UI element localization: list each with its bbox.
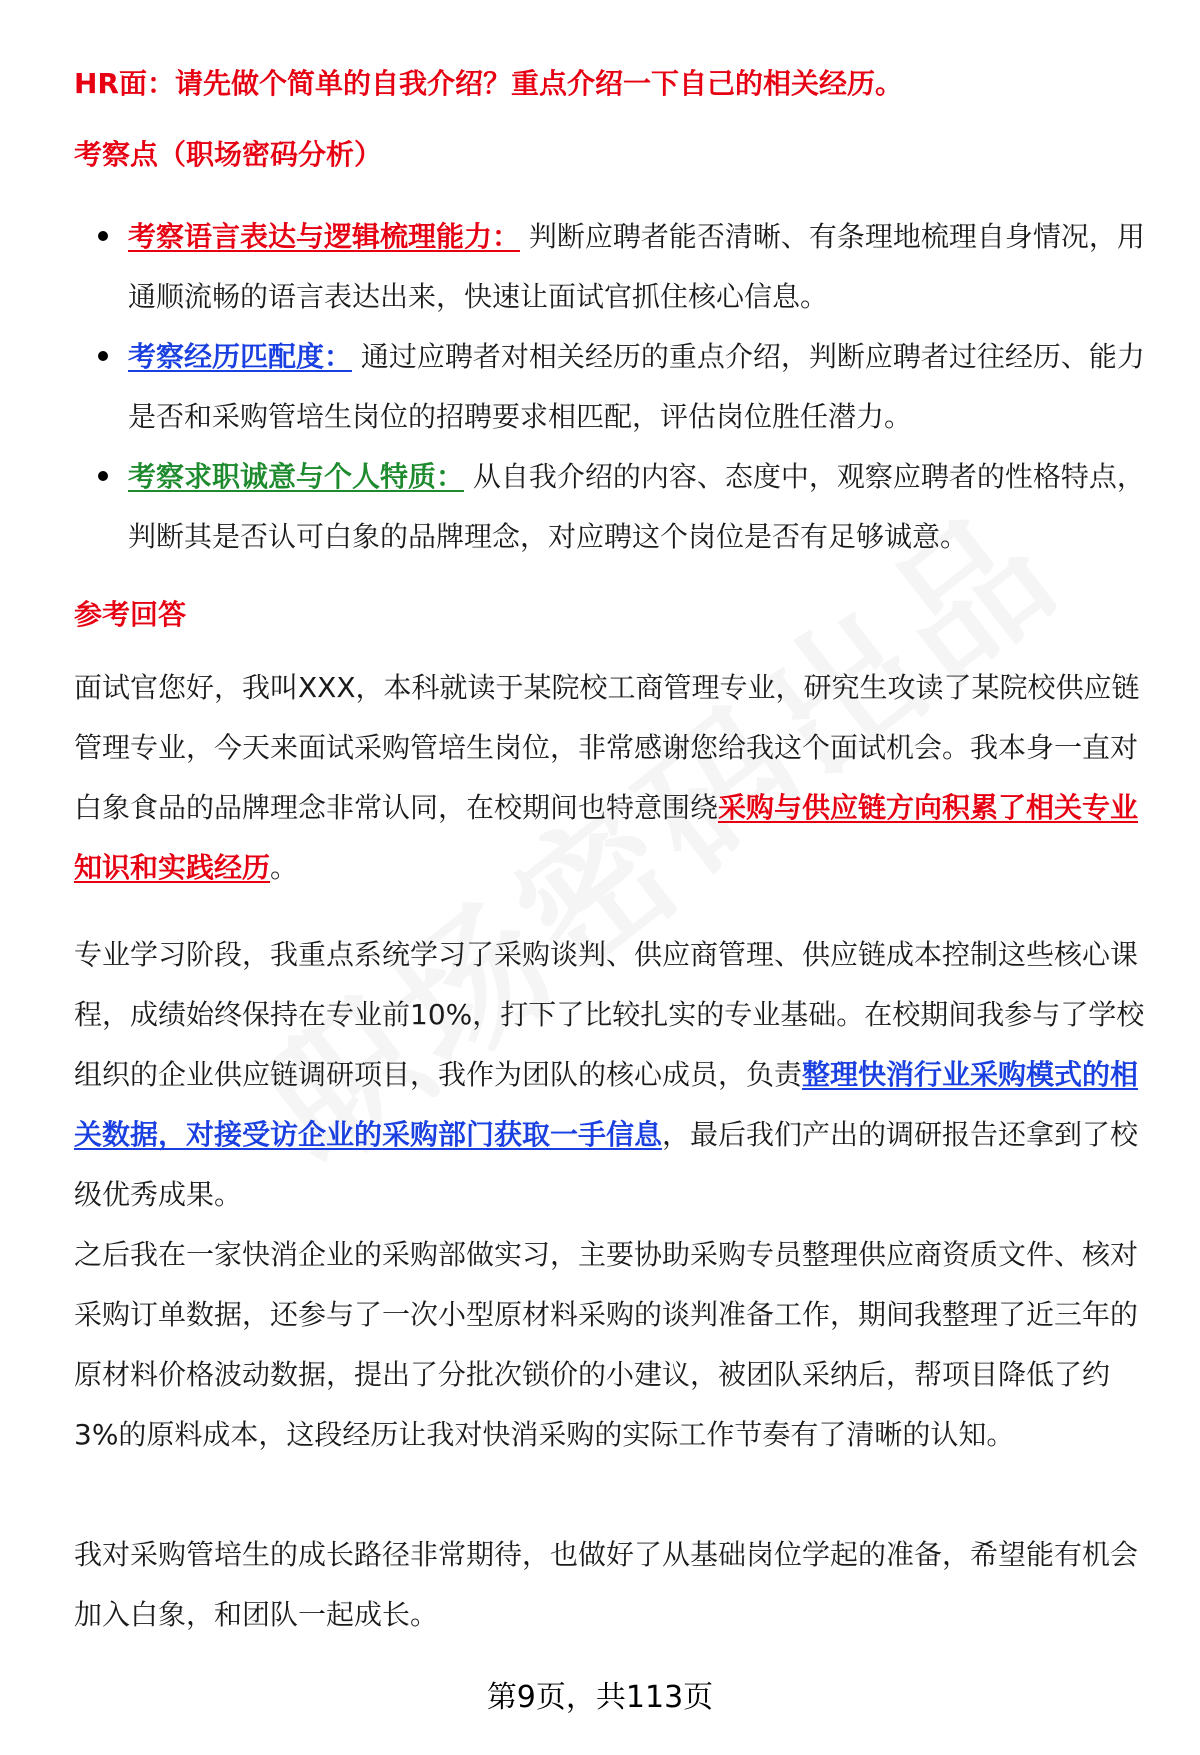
bullet-icon — [98, 471, 108, 481]
point-text: 从自我介绍的内容、态度中，观察应聘者的性格特点，判断其是否认可白象的品牌理念，对应聘这个岗位是否有足够诚意。 — [128, 460, 1145, 553]
assessment-points-list — [74, 207, 1154, 567]
answer-paragraph-1 — [74, 658, 1154, 898]
answer-paragraph-2 — [74, 925, 1154, 1225]
answer-paragraph-3: 之后我在一家快消企业的采购部做实习，主要协助采购专员整理供应商资质文件、核对采购订单数据，还参与了一次小型原材料采购的谈判准备工作，期间我整理了近三年的原材料价格波动数据，提出了分批次锁价的小建议，被团队采纳后，帮项目降低了约3%的原料成本，这段经历让我对快消采购的实际工作节奏有了清晰的认知。 — [74, 1238, 1139, 1451]
point-lead: 考察求职诚意与个人特质： — [128, 460, 465, 493]
list-item — [74, 207, 1154, 327]
point-text: 判断应聘者能否清晰、有条理地梳理自身情况，用通顺流畅的语言表达出来，快速让面试官抓住核心信息。 — [128, 220, 1145, 313]
question-heading: HR面：请先做个简单的自我介绍？重点介绍一下自己的相关经历。 — [74, 67, 903, 100]
point-lead: 考察经历匹配度： — [128, 340, 353, 373]
answer-text: ，最后我们产出的调研报告还拿到了校级优秀成果。 — [74, 1118, 1139, 1211]
bullet-icon — [98, 231, 108, 241]
answer-text: 面试官您好，我叫XXX，本科就读于某院校工商管理专业，研究生攻读了某院校供应链管理专业，今天来面试采购管培生岗位，非常感谢您给我这个面试机会。我本身一直对白象食品的品牌理念非常认同，在校期间也特意围绕 — [74, 671, 1140, 824]
list-item — [74, 327, 1154, 447]
answer-highlight: 采购与供应链方向积累了相关专业知识和实践经历 — [74, 791, 1139, 884]
point-lead: 考察语言表达与逻辑梳理能力： — [128, 220, 521, 253]
answer-text: 。 — [270, 851, 299, 884]
answer-paragraph-4: 我对采购管培生的成长路径非常期待，也做好了从基础岗位学起的准备，希望能有机会加入白象，和团队一起成长。 — [74, 1538, 1139, 1631]
section-title-assessment: 考察点（职场密码分析） — [74, 138, 383, 171]
page-number: 第9页，共113页 — [486, 1680, 714, 1715]
list-item — [74, 447, 1154, 567]
answer-text: 专业学习阶段，我重点系统学习了采购谈判、供应商管理、供应链成本控制这些核心课程，成绩始终保持在专业前10%，打下了比较扎实的专业基础。在校期间我参与了学校组织的企业供应链调研项目，我作为团队的核心成员，负责 — [74, 938, 1145, 1091]
bullet-icon — [98, 351, 108, 361]
point-text: 通过应聘者对相关经历的重点介绍，判断应聘者过往经历、能力是否和采购管培生岗位的招聘要求相匹配，评估岗位胜任潜力。 — [128, 340, 1145, 433]
section-title-answer: 参考回答 — [74, 598, 187, 631]
answer-highlight: 整理快消行业采购模式的相关数据，对接受访企业的采购部门获取一手信息 — [74, 1058, 1139, 1151]
